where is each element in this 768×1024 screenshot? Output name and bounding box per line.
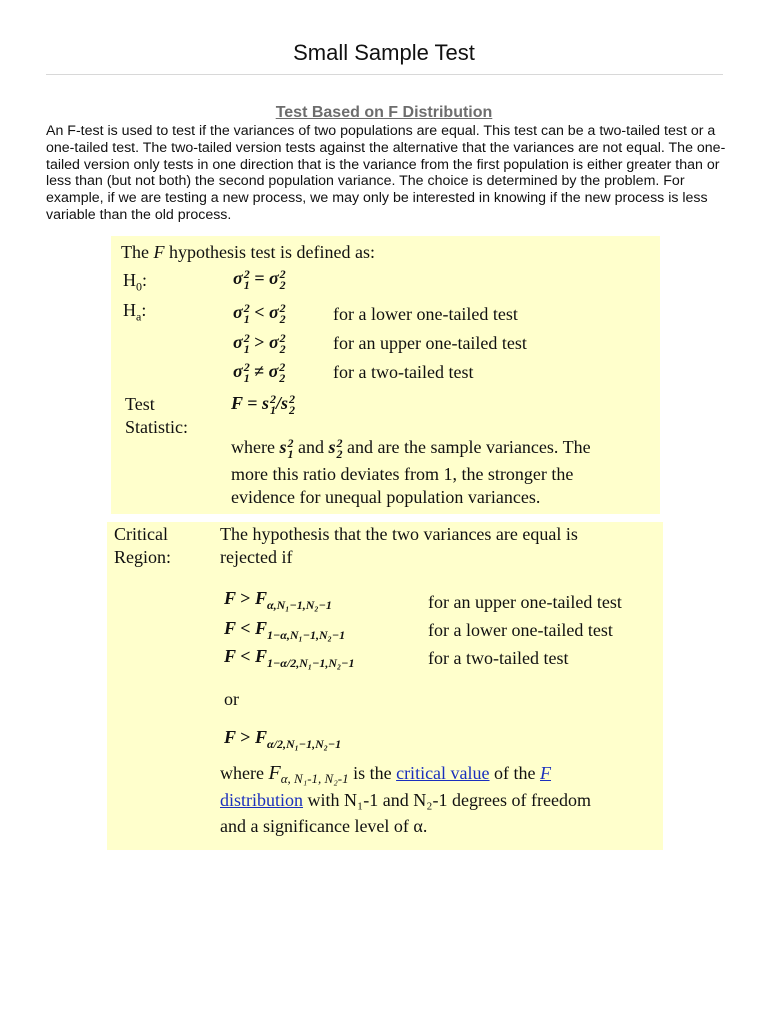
critical-where-line-1: where $F_{\alpha, N_1-1, N_2-1}$ is the critical value of the F (220, 762, 552, 786)
f-statistic-formula: F = s 2 1 /s 2 2 (231, 391, 295, 417)
intro-paragraph: An F-test is used to test if the variances of two populations are equal. This test can be a two-tailed test or a one-tailed test. The two-tailed version tests against the alternative that the variances are not equal. The one-tailed version only tests in one direction that is the variance from the first population is either greater than or less than (but not both) the second population variance. The choice is determined by the problem. For example, if we are testing a new process, we may only be interested in knowing if the new process is less variable than the old process. (46, 123, 726, 223)
ha-expression: σ 2 1 ≠ σ 2 2 (233, 359, 286, 385)
critical-where-line-2: distribution with N₁-1 and N₂-1 degrees of freedom (220, 790, 591, 810)
ha-description: for a two-tailed test (333, 362, 474, 382)
ha-expression: σ 2 1 > σ 2 2 (233, 330, 286, 356)
or-text: or (224, 689, 239, 709)
where-line-2: more this ratio deviates from 1, the stronger the (231, 464, 574, 484)
title-divider (46, 74, 723, 75)
h0-expression: σ 2 1 = σ 2 2 (233, 266, 286, 292)
critical-rule-description: for an upper one-tailed test (428, 592, 622, 612)
ha-description: for a lower one-tailed test (333, 304, 518, 324)
ha-expression: σ 2 1 < σ 2 2 (233, 300, 286, 326)
hypothesis-heading: The F hypothesis test is defined as: (121, 242, 375, 262)
critical-region-box (107, 522, 663, 850)
critical-intro: The hypothesis that the two variances are equal is (220, 524, 578, 544)
stat-label: Statistic: (125, 417, 188, 437)
critical-rule-description: for a lower one-tailed test (428, 620, 613, 640)
critical-where-line-3: and a significance level of α. (220, 816, 428, 836)
section-heading[interactable]: Test Based on F Distribution (275, 104, 493, 121)
critical-rule: $F > F_{\alpha,N_1-1,N_2-1}$ (224, 588, 332, 612)
critical-rule-alt: $F > F_{\alpha/2,N_1-1,N_2-1}$ (224, 727, 342, 751)
ha-description: for an upper one-tailed test (333, 333, 527, 353)
critical-rule-description: for a two-tailed test (428, 648, 569, 668)
critical-value-link[interactable]: critical value (396, 763, 490, 783)
h0-label: $H_0$: (123, 270, 148, 294)
page-title: Small Sample Test (293, 40, 475, 65)
critical-label: Critical (114, 524, 168, 544)
critical-rule: $F < F_{1-\alpha,N_1-1,N_2-1}$ (224, 618, 346, 642)
critical-rule: $F < F_{1-\alpha/2,N_1-1,N_2-1}$ (224, 646, 355, 670)
hypothesis-box (111, 236, 660, 514)
f-link[interactable]: F (540, 763, 552, 783)
stat-label: Test (125, 394, 155, 414)
ha-label: $H_a$: (123, 300, 147, 324)
distribution-link[interactable]: distribution (220, 790, 304, 810)
critical-intro: rejected if (220, 547, 293, 567)
where-line-1: where s 2 1 and s 2 2 and are the sample variances. The (231, 435, 591, 461)
where-line-3: evidence for unequal population variances. (231, 487, 541, 507)
critical-label: Region: (114, 547, 171, 567)
